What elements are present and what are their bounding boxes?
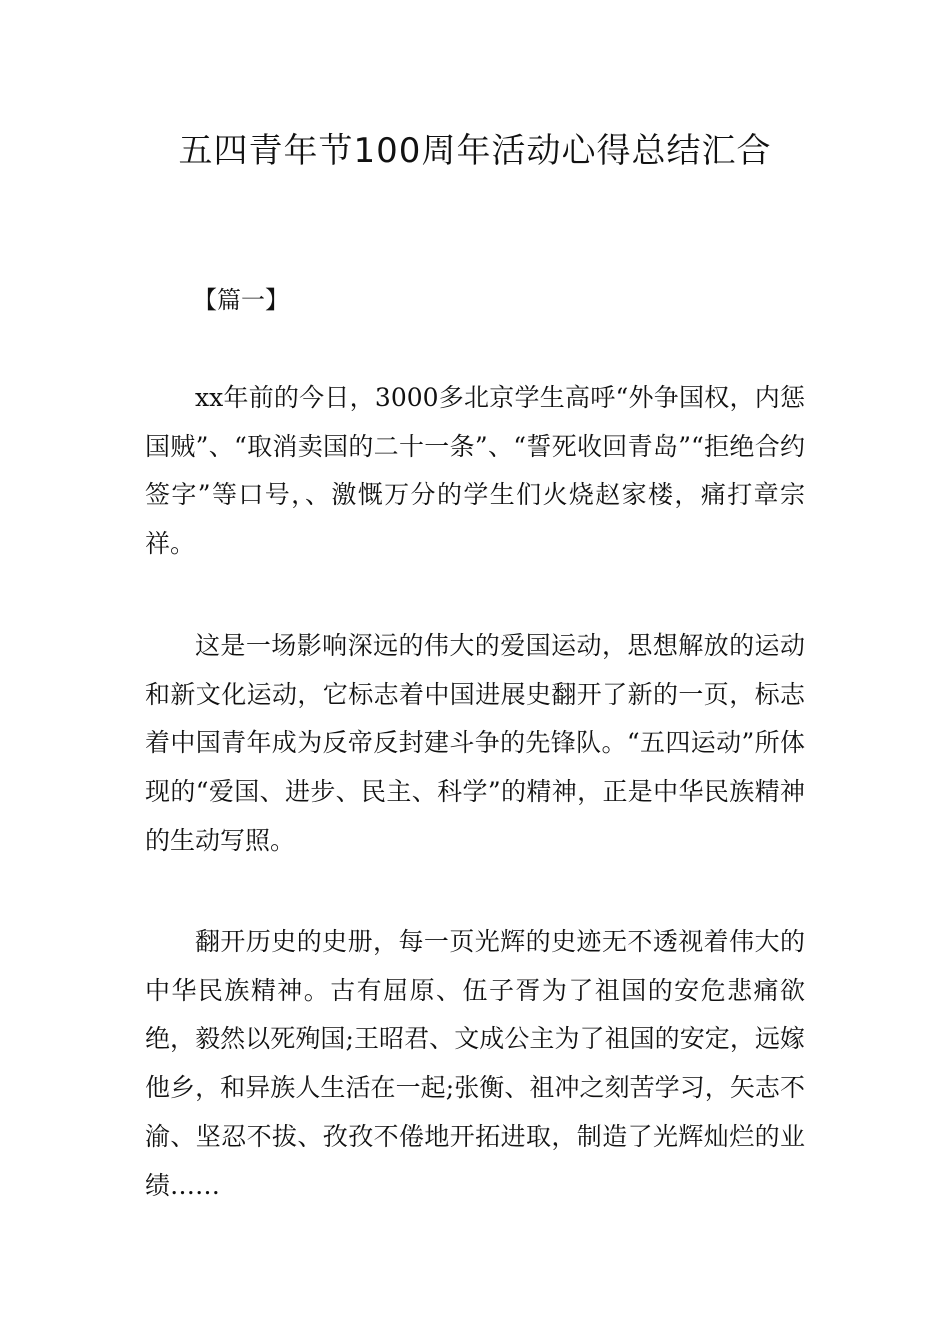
body-paragraph: 这是一场影响深远的伟大的爱国运动，思想解放的运动和新文化运动，它标志着中国进展史翻开了新的一页，标志着中国青年成为反帝反封建斗争的先锋队。“五四运动”所体现的“爱国、进步、民主、科学”的精神，正是中华民族精神的生动写照。 bbox=[145, 631, 805, 855]
body-paragraph: 翻开历史的史册，每一页光辉的史迹无不透视着伟大的中华民族精神。古有屈原、伍子胥为了祖国的安危悲痛欲绝，毅然以死殉国;王昭君、文成公主为了祖国的安定，远嫁他乡，和异族人生活在一起;张衡、祖冲之刻苦学习，矢志不渝、坚忍不拔、孜孜不倦地开拓进取，制造了光辉灿烂的业绩…… bbox=[145, 927, 805, 1200]
section-label: 【篇一】 bbox=[193, 286, 289, 314]
body-paragraph: xx年前的今日，3000多北京学生高呼“外争国权，内惩国贼”、“取消卖国的二十一条”、“誓死收回青岛”“拒绝合约签字”等口号，、激慨万分的学生们火烧赵家楼，痛打章宗祥。 bbox=[145, 383, 805, 559]
document-title: 五四青年节100周年活动心得总结汇合 bbox=[178, 131, 772, 171]
